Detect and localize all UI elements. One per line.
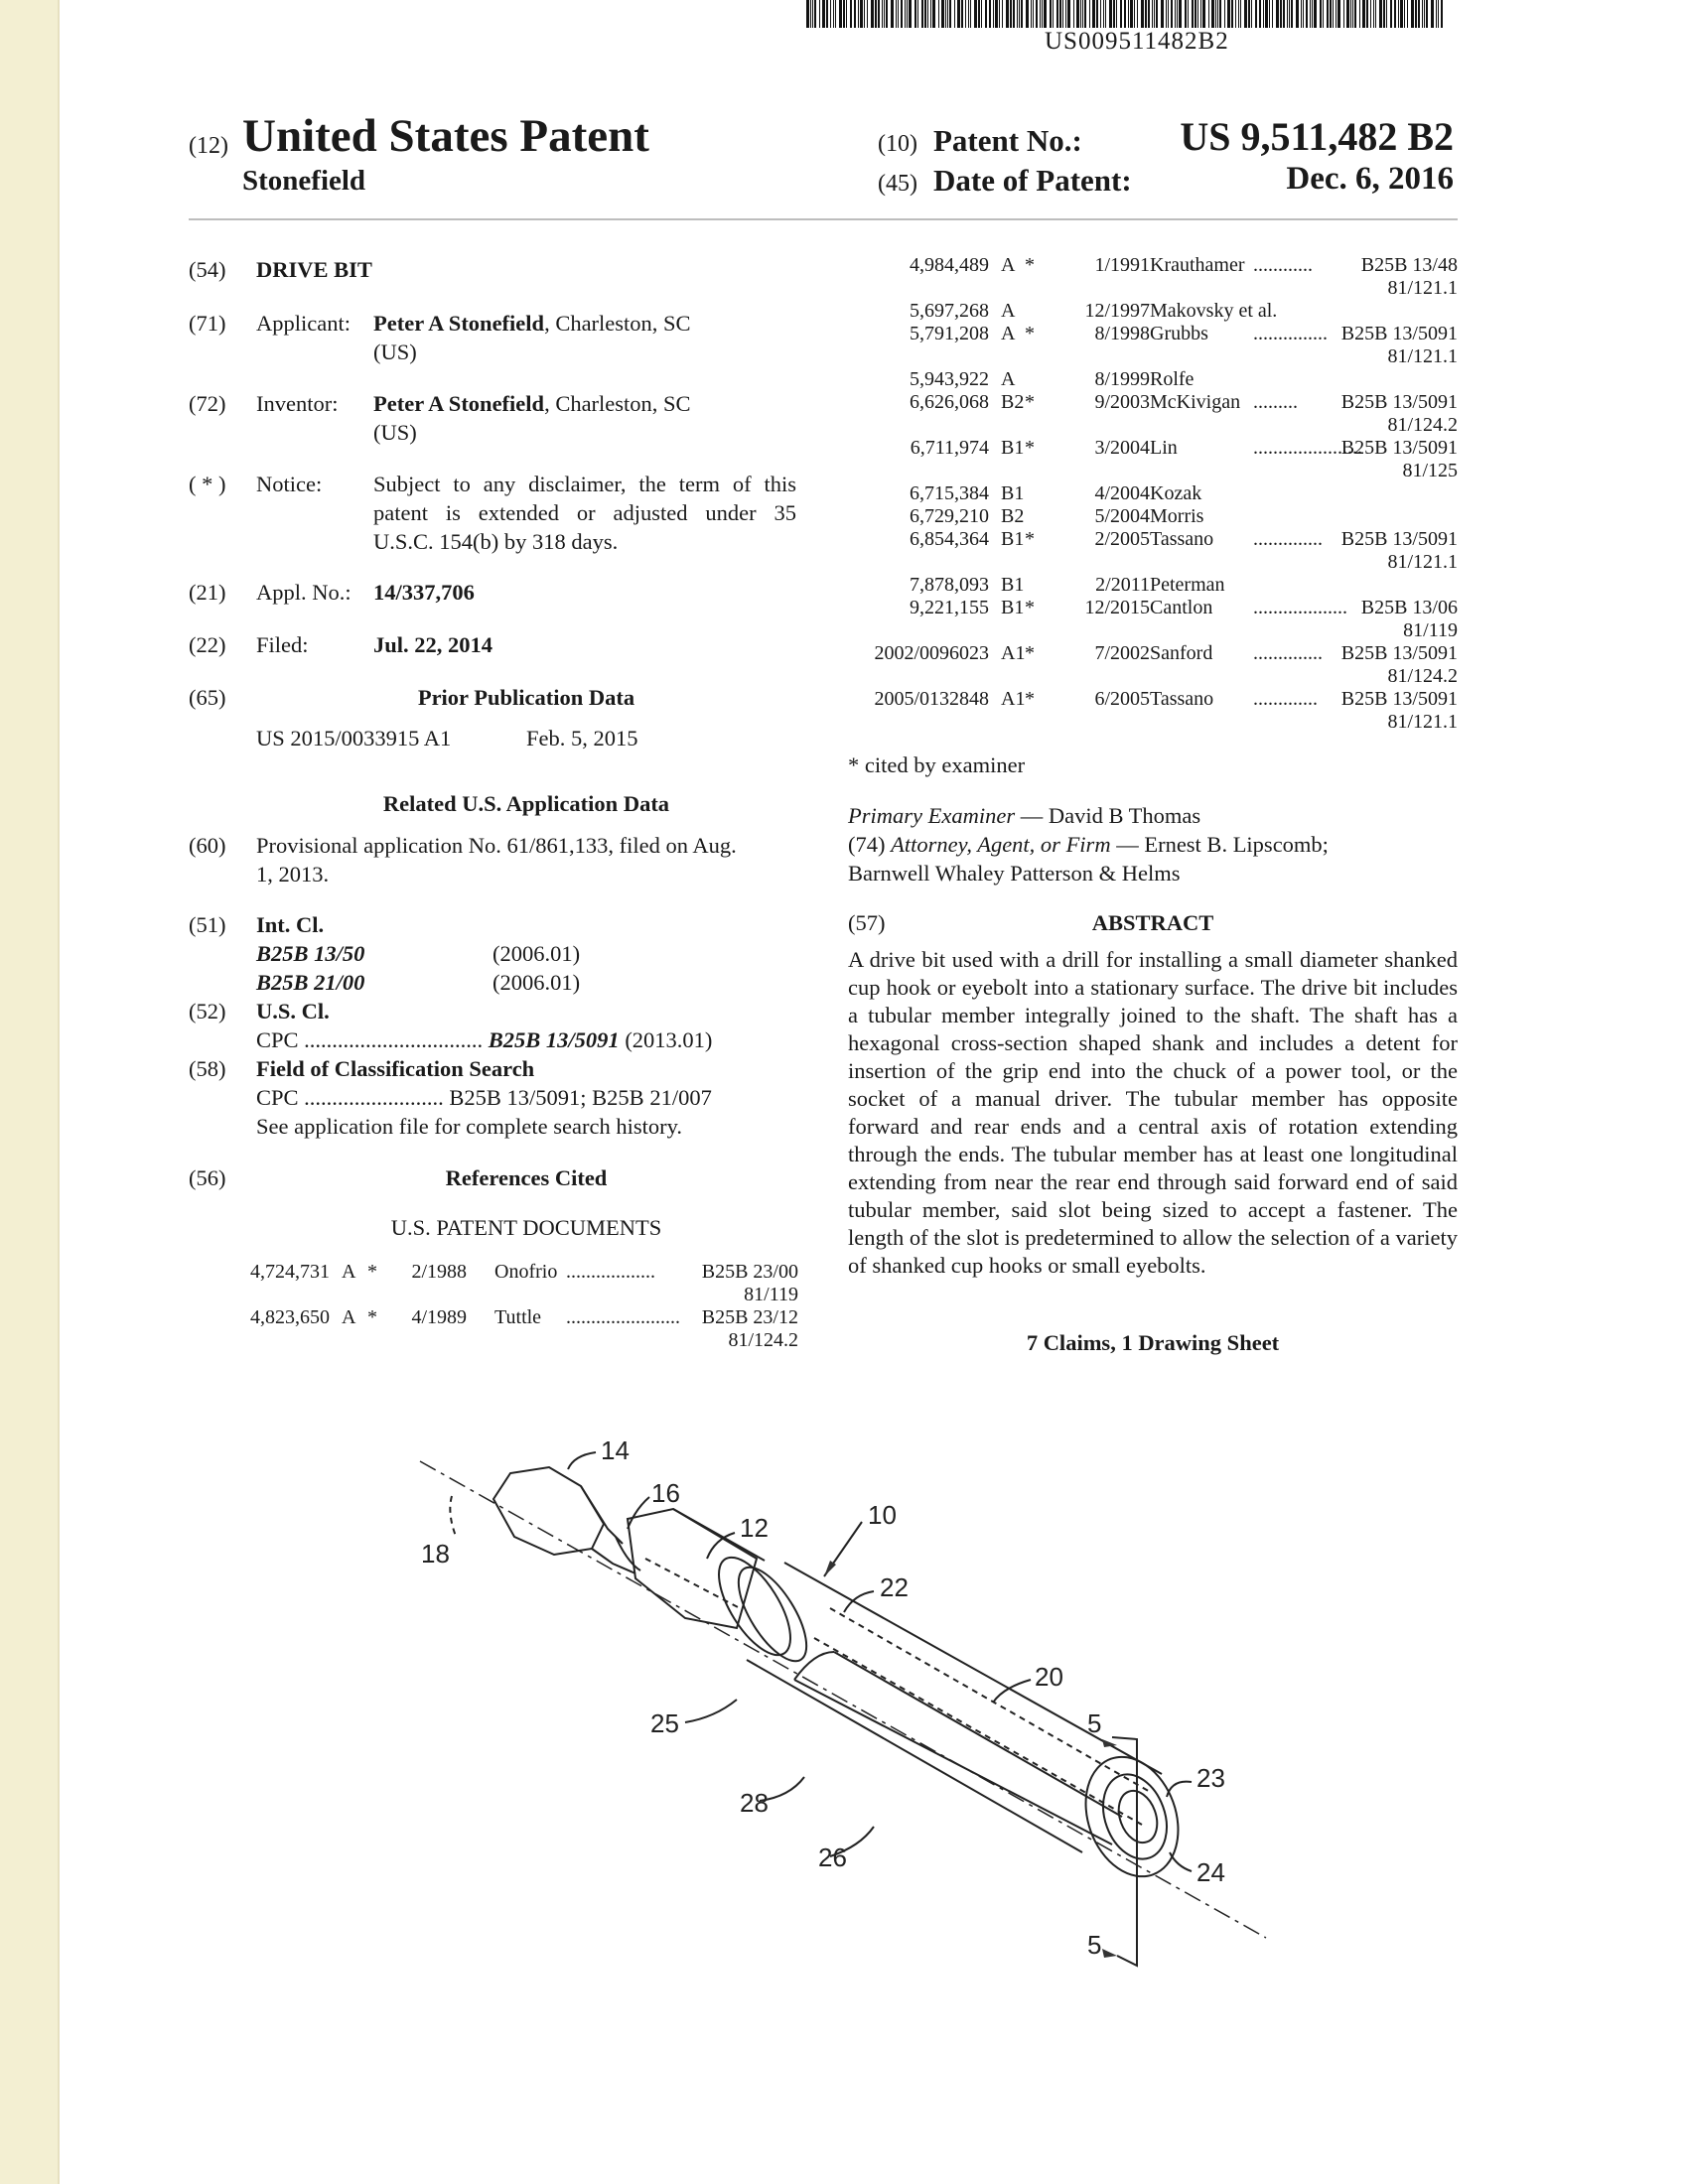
tube-bottom-edge [747,1660,1082,1852]
filed-label: Filed: [256,632,309,657]
reference-kind: A [1001,368,1016,390]
appl-no: 14/337,706 [373,580,475,605]
label-18: 18 [421,1539,450,1569]
reference-dots: .............. [1253,528,1323,550]
leader-16 [628,1497,649,1529]
reference-date: 12/1997 [1084,300,1150,322]
reference-star: * [1025,642,1035,664]
label-28: 28 [740,1788,769,1818]
reference-date: 1/1991 [1094,254,1150,276]
reference-star: * [367,1306,377,1328]
reference-name: Onofrio [494,1261,558,1283]
prior-publication-heading: Prior Publication Data [417,685,635,710]
reference-num: 6,729,210 [910,505,989,527]
filed-date: Jul. 22, 2014 [373,632,493,657]
reference-date: 2/2011 [1095,574,1150,596]
inventor-label: Inventor: [256,391,339,416]
header-code-45: (45) [878,171,917,197]
reference-name: Rolfe [1150,368,1195,390]
label-10: 10 [868,1500,897,1530]
reference-date: 5/2004 [1094,505,1150,527]
field-65-code: (65) [189,685,226,710]
abstract-code: (57) [848,910,886,935]
label-25: 25 [650,1708,679,1738]
shaft-body [628,1509,757,1628]
provisional-line-2: 1, 2013. [256,862,330,887]
label-20: 20 [1035,1662,1063,1692]
reference-kind: A [342,1306,356,1328]
reference-name: Krauthamer [1150,254,1245,276]
field-search-classes: B25B 13/5091; B25B 21/007 [449,1085,712,1110]
int-cl-1-date: (2006.01) [492,941,581,966]
label-23: 23 [1196,1763,1225,1793]
reference-num: 7,878,093 [910,574,989,596]
barcode-number: US009511482B2 [1045,28,1229,55]
reference-num: 9,221,155 [910,597,989,618]
applicant-country: (US) [373,340,417,364]
reference-subclass: 81/119 [744,1284,798,1305]
reference-star: * [367,1261,377,1283]
field-72-code: (72) [189,391,226,416]
reference-name: Cantlon [1150,597,1213,618]
reference-num: 6,854,364 [910,528,989,550]
reference-name: Sanford [1150,642,1213,664]
reference-dots: ............ [1253,254,1313,276]
label-24: 24 [1196,1857,1225,1887]
us-cl-cpc: CPC [256,1027,299,1052]
reference-kind: A [1001,254,1016,276]
bore-hidden-2 [830,1608,1152,1793]
reference-name: McKivigan [1150,391,1241,413]
label-5-top: 5 [1087,1708,1102,1738]
label-5-bottom: 5 [1087,1930,1102,1960]
reference-subclass: 81/121.1 [1387,277,1458,299]
reference-name: Morris [1150,505,1204,527]
us-patent-documents-heading: U.S. PATENT DOCUMENTS [390,1215,662,1240]
reference-num: 4,984,489 [910,254,989,276]
reference-kind: B2 [1001,505,1025,527]
provisional-line-1: Provisional application No. 61/861,133, filed on Aug. [256,833,737,858]
cited-by-examiner: * cited by examiner [848,752,1026,777]
reference-num: 5,943,922 [910,368,989,390]
invention-title: DRIVE BIT [256,257,372,282]
reference-kind: A [342,1261,356,1283]
reference-date: 7/2002 [1094,642,1150,664]
reference-num: 6,711,974 [910,437,989,459]
reference-kind: B1 [1001,574,1025,596]
reference-subclass: 81/121.1 [1387,711,1458,733]
int-cl-1: B25B 13/50 [256,941,365,966]
reference-num: 5,791,208 [910,323,989,344]
reference-num: 4,823,650 [250,1306,330,1328]
attorney-label: Attorney, Agent, or Firm [891,832,1111,857]
reference-name: Tassano [1150,528,1214,550]
header-code-10: (10) [878,131,917,157]
applicant-name: Peter A Stonefield [373,311,545,336]
label-26: 26 [818,1843,847,1872]
field-search-cpc: CPC [256,1085,299,1110]
attorney-name: — Ernest B. Lipscomb; [1110,832,1329,857]
field-54-code: (54) [189,257,226,282]
field-search-label: Field of Classification Search [256,1056,535,1081]
int-cl-2: B25B 21/00 [256,970,365,995]
reference-subclass: 81/124.2 [1387,414,1458,436]
prior-publication-number: US 2015/0033915 A1 [256,726,452,751]
leader-25 [685,1700,737,1722]
reference-subclass: 81/121.1 [1387,551,1458,573]
reference-kind: B1 [1001,597,1025,618]
slot-edge-2 [794,1680,1112,1844]
reference-subclass: 81/119 [1403,619,1458,641]
tube-front-end [1069,1744,1194,1890]
reference-num: 6,715,384 [910,482,989,504]
leader-18 [450,1496,457,1539]
applicant-label: Applicant: [256,311,351,336]
reference-class: B25B 13/5091 [1340,437,1458,459]
field-56-code: (56) [189,1165,226,1190]
references-heading: References Cited [445,1165,608,1190]
tube-bore [1092,1765,1178,1867]
notice-line-3: U.S.C. 154(b) by 318 days. [373,529,619,554]
reference-date: 4/2004 [1094,482,1150,504]
leader-14 [568,1452,596,1469]
reference-kind: B1 [1001,437,1025,459]
reference-class: B25B 13/5091 [1340,323,1458,344]
reference-name: Tassano [1150,688,1214,710]
arrow-section-top [1102,1739,1117,1747]
reference-name: Tuttle [494,1306,542,1328]
applicant-location: , Charleston, SC [544,311,691,336]
date-of-patent-label: Date of Patent: [933,163,1132,198]
inventor-location: , Charleston, SC [544,391,691,416]
us-cl-year: (2013.01) [625,1027,713,1052]
appl-no-label: Appl. No.: [256,580,352,605]
reference-date: 2/2005 [1094,528,1150,550]
reference-star: * [1025,254,1035,276]
patent-no-label: Patent No.: [933,123,1082,158]
reference-date: 4/1989 [411,1306,467,1328]
field-71-code: (71) [189,311,226,336]
primary-examiner-label: Primary Examiner [848,803,1016,828]
reference-kind: B1 [1001,482,1025,504]
reference-subclass: 81/121.1 [1387,345,1458,367]
reference-name: Lin [1150,437,1178,459]
label-16: 16 [651,1478,680,1508]
reference-dots: .................. [566,1261,655,1283]
field-58-code: (58) [189,1056,226,1081]
reference-class: B25B 23/00 [701,1261,798,1283]
reference-date: 6/2005 [1094,688,1150,710]
reference-num: 6,626,068 [910,391,989,413]
abstract-text: A drive bit used with a drill for installing a small diameter shanked cup hook or eyebolt into a stationary surface. The drive bit includes a tubular member integrally joined to the shaft. The shaft has a hexagonal cross-section shaped shank and includes a detent for insertion of the grip end into the chuck of a power tool, or the socket of a manual driver. The tubular member has opposite forward and rear ends and a central axis of rotation extending through the ends. The tubular member has at least one longitudinal extending from near the rear end through said forward end of said tubular member, said slot being sized to accept a fastener. The length of the slot is predetermined to allow the selection of a variety of shanked cup hooks or small eyebolts. [848,947,1458,1278]
reference-class: B25B 13/06 [1360,597,1458,618]
reference-kind: B2 [1001,391,1025,413]
claims-summary: 7 Claims, 1 Drawing Sheet [1026,1330,1280,1355]
reference-class: B25B 13/5091 [1340,642,1458,664]
field-21-code: (21) [189,580,226,605]
field-22-code: (22) [189,632,226,657]
notice-line-1: Subject to any disclaimer, the term of this [373,472,796,496]
field-60-code: (60) [189,833,226,858]
reference-num: 2005/0132848 [874,688,989,710]
reference-star: * [1025,597,1035,618]
reference-kind: A1 [1001,642,1026,664]
related-application-heading: Related U.S. Application Data [382,791,670,816]
notice-line-2: patent is extended or adjusted under 35 [373,500,796,525]
us-cl-class: B25B 13/5091 [488,1027,620,1052]
patent-number: US 9,511,482 B2 [1180,114,1454,159]
us-cl-dots: ................................ [304,1027,484,1052]
reference-dots: ...................... [1253,437,1362,459]
slot-rear-end [794,1652,834,1680]
reference-kind: A [1001,323,1016,344]
header-code-12: (12) [189,133,228,159]
reference-date: 8/1999 [1094,368,1150,390]
reference-class: B25B 13/5091 [1340,688,1458,710]
reference-subclass: 81/124.2 [1387,665,1458,687]
reference-name: Peterman [1150,574,1225,596]
hex-shank-end [493,1467,604,1555]
patent-title: United States Patent [242,110,649,162]
reference-name: Makovsky et al. [1150,300,1278,322]
int-cl-2-date: (2006.01) [492,970,581,995]
reference-class: B25B 13/5091 [1340,391,1458,413]
prior-publication-date: Feb. 5, 2015 [526,726,638,751]
notice-label: Notice: [256,472,323,496]
reference-subclass: 81/124.2 [728,1329,798,1351]
reference-date: 9/2003 [1094,391,1150,413]
reference-star: * [1025,688,1035,710]
attorney-code: (74) [848,832,886,857]
reference-kind: A [1001,300,1016,322]
reference-dots: ............. [1253,688,1318,710]
reference-class: B25B 13/48 [1360,254,1458,276]
primary-examiner-name: — David B Thomas [1015,803,1201,828]
us-cl-label: U.S. Cl. [256,999,330,1024]
label-22: 22 [880,1572,909,1602]
reference-star: * [1025,437,1035,459]
label-14: 14 [601,1435,630,1465]
arrow-section-bottom [1102,1949,1117,1958]
field-51-code: (51) [189,912,226,937]
reference-date: 3/2004 [1094,437,1150,459]
date-of-patent: Dec. 6, 2016 [1286,161,1454,197]
reference-name: Grubbs [1150,323,1208,344]
field-search-note: See application file for complete search history. [256,1114,683,1139]
reference-kind: B1 [1001,528,1025,550]
reference-dots: ............... [1253,323,1328,344]
reference-star: * [1025,391,1035,413]
reference-dots: ................... [1253,597,1347,618]
label-12: 12 [740,1513,769,1543]
reference-num: 5,697,268 [910,300,989,322]
notice-code: ( * ) [189,472,226,496]
reference-star: * [1025,323,1035,344]
reference-kind: A1 [1001,688,1026,710]
attorney-firm: Barnwell Whaley Patterson & Helms [848,861,1181,886]
reference-num: 4,724,731 [250,1261,330,1283]
reference-date: 8/1998 [1094,323,1150,344]
hex-edge-1 [581,1486,623,1544]
field-52-code: (52) [189,999,226,1024]
reference-date: 2/1988 [411,1261,467,1283]
inventor-country: (US) [373,420,417,445]
inventor-surname: Stonefield [242,165,366,197]
reference-num: 2002/0096023 [874,642,989,664]
reference-name: Kozak [1150,482,1202,504]
reference-dots: .............. [1253,642,1323,664]
reference-dots: ......... [1253,391,1298,413]
reference-class: B25B 23/12 [701,1306,798,1328]
reference-dots: ....................... [566,1306,680,1328]
reference-date: 12/2015 [1084,597,1150,618]
abstract-heading: ABSTRACT [1091,910,1214,935]
reference-star: * [1025,528,1035,550]
field-search-dots: ......................... [304,1085,444,1110]
int-cl-label: Int. Cl. [256,912,325,937]
reference-class: B25B 13/5091 [1340,528,1458,550]
inventor-name: Peter A Stonefield [373,391,545,416]
reference-subclass: 81/125 [1402,460,1458,481]
